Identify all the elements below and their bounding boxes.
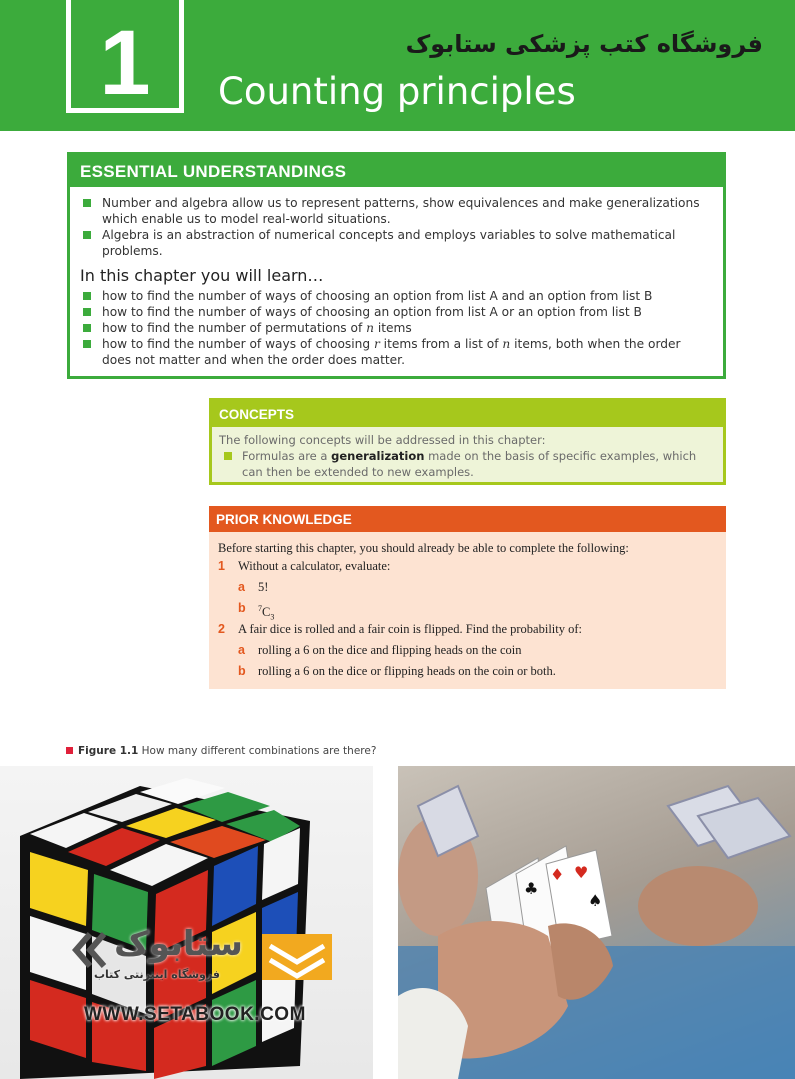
question-1a — [209, 577, 726, 598]
bullet-square-icon — [83, 231, 91, 239]
chapter-header — [0, 0, 795, 131]
essential-list — [70, 195, 723, 259]
question-text: Without a calculator, evaluate: — [238, 559, 391, 573]
svg-text:♦: ♦ — [550, 865, 565, 884]
prior-intro: Before starting this chapter, you should already be able to complete the following: — [218, 541, 629, 555]
question-1b — [209, 598, 726, 622]
learn-item: how to find the number of ways of choosing r items from a list of n items, both when the order does not matter and when the order does matter. — [80, 336, 707, 368]
essential-understandings-heading: ESSENTIAL UNDERSTANDINGS — [70, 155, 723, 187]
part-text: rolling a 6 on the dice or flipping heads on the coin or both. — [258, 664, 556, 678]
watermark-url: WWW.SETABOOK.COM — [84, 1004, 306, 1025]
question-number: 1 — [218, 559, 225, 573]
playing-cards-illustration — [398, 766, 795, 1079]
essential-understandings-box — [67, 152, 726, 379]
rubiks-cube-photo — [0, 766, 373, 1079]
chapter-number: 1 — [99, 12, 151, 114]
prior-knowledge-heading: PRIOR KNOWLEDGE — [209, 506, 726, 532]
watermark-logo-text: ستابوک — [114, 924, 243, 964]
question-text: A fair dice is rolled and a fair coin is flipped. Find the probability of: — [238, 622, 583, 636]
question-2a — [209, 640, 726, 661]
question-2 — [209, 619, 726, 640]
svg-text:♠: ♠ — [588, 891, 603, 910]
learn-item: how to find the number of ways of choosing an option from list A or an option from list B — [80, 304, 707, 320]
part-label: a — [238, 580, 245, 594]
part-text: 5! — [258, 580, 269, 594]
svg-text:♣: ♣ — [524, 879, 539, 898]
concepts-intro: The following concepts will be addressed in this chapter: — [219, 433, 546, 447]
learn-heading: In this chapter you will learn… — [80, 266, 324, 285]
chapter-title: Counting principles — [218, 70, 576, 113]
learn-item: how to find the number of ways of choosing an option from list A and an option from list B — [80, 288, 707, 304]
part-label: a — [238, 643, 245, 657]
part-label: b — [238, 664, 246, 678]
watermark-logo — [70, 924, 350, 1004]
question-2b — [209, 661, 726, 682]
bullet-square-icon — [83, 292, 91, 300]
bullet-square-icon — [83, 324, 91, 332]
figure-caption: Figure 1.1 How many different combinations are there? — [66, 745, 376, 757]
part-text: rolling a 6 on the dice and flipping heads on the coin — [258, 643, 522, 657]
bullet-square-icon — [224, 452, 232, 460]
concepts-item: Formulas are a generalization made on the basis of specific examples, which can then be extended to new examples. — [212, 448, 713, 480]
bullet-square-icon — [83, 340, 91, 348]
caption-square-icon — [66, 747, 73, 754]
learn-item: how to find the number of permutations of n items — [80, 320, 707, 336]
essential-item: Algebra is an abstraction of numerical concepts and employs variables to solve mathematical problems. — [80, 227, 707, 259]
part-text: $^7C_3$ — [258, 604, 275, 622]
bullet-square-icon — [83, 308, 91, 316]
learn-list — [70, 288, 723, 368]
question-number: 2 — [218, 622, 225, 636]
chapter-number-box — [66, 0, 184, 113]
prior-knowledge-box — [209, 506, 726, 689]
watermark-logo-sub: فروشگاه اینترنتی کتاب — [94, 968, 220, 981]
bullet-square-icon — [83, 199, 91, 207]
store-title: فروشگاه کتب پزشکی ستابوک — [405, 30, 763, 58]
playing-cards-photo — [398, 766, 795, 1079]
concepts-box — [209, 398, 726, 485]
question-1 — [209, 556, 726, 577]
part-label: b — [238, 601, 246, 615]
essential-item: Number and algebra allow us to represent patterns, show equivalences and make generalizations which enable us to model real-world situations. — [80, 195, 707, 227]
concepts-heading: CONCEPTS — [212, 401, 723, 427]
rubiks-cube-illustration — [0, 766, 373, 1079]
svg-text:♥: ♥ — [574, 863, 589, 882]
